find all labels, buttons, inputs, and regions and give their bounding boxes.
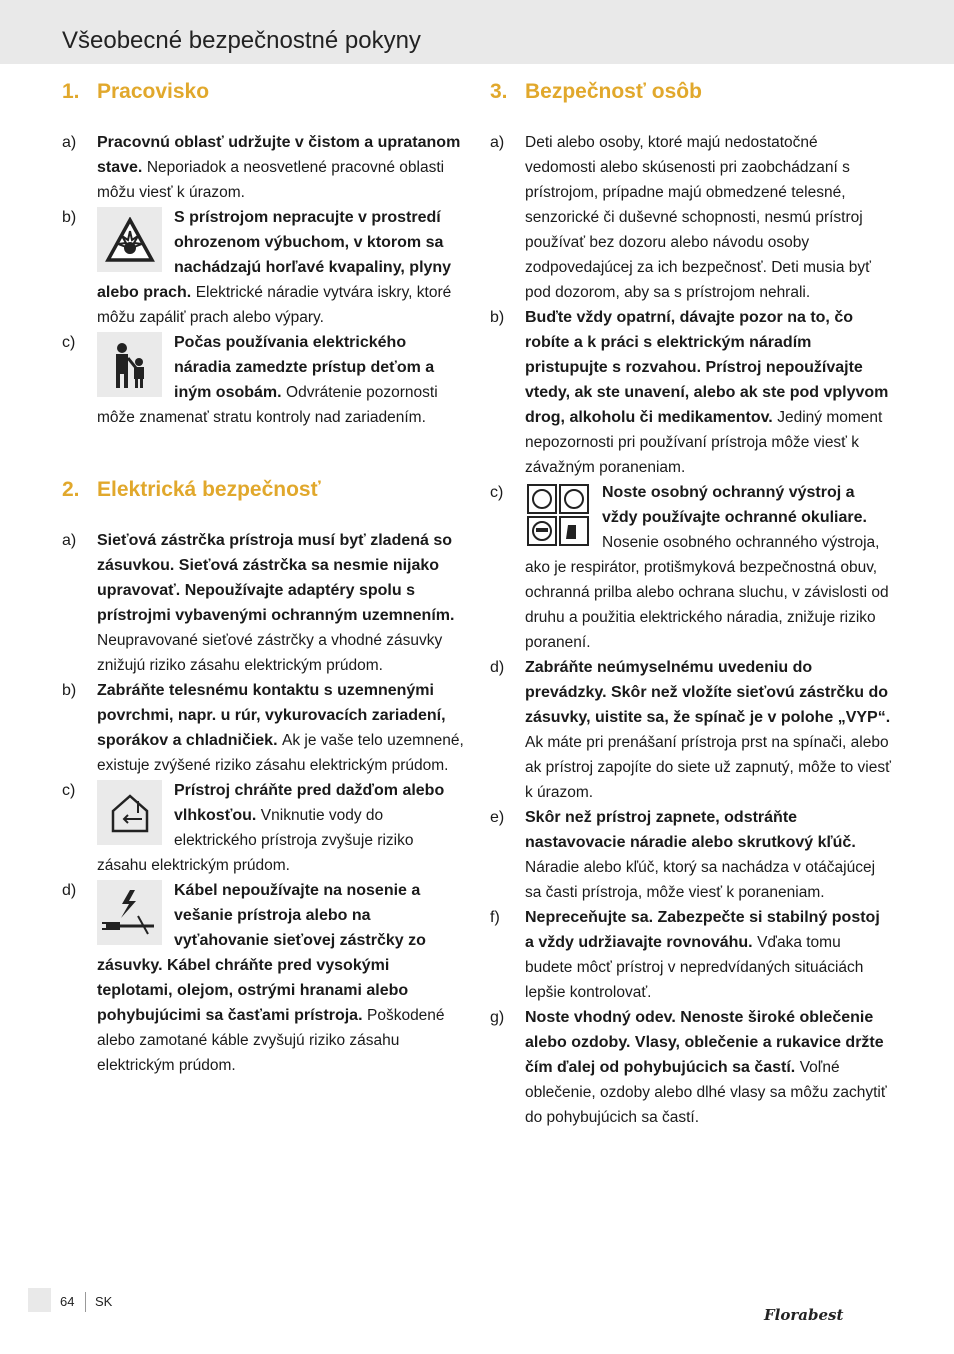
list-item: c) Noste osobný ochranný výstroj a vždy používajte ochranné okuliare. Nosenie osobného ochranného výstroja, ako je respirátor, protišmyková bezpečnostná obuv, ochranná prilba alebo ochrana sluchu, v závislosti od druhu a použitia elektrického náradia, znižuje riziko poranení.: [490, 484, 889, 651]
keep-children-away-icon: [97, 332, 162, 397]
left-column: [62, 80, 464, 1078]
language-code: SK: [95, 1294, 113, 1309]
list-item: a) Pracovnú oblasť udržujte v čistom a upratanom stave. Neporiadok a neosvetlené pracovné oblasti môžu viesť k úrazom.: [62, 134, 461, 201]
page-number: 64: [60, 1294, 75, 1309]
list-item: b) Zabráňte telesnému kontaktu s uzemnenými povrchmi, napr. u rúr, vykurovacích zariadení, sporákov a chladničiek. Ak je vaše telo uzemnené, existuje zvýšené riziko zásahu elektrickým prúdom.: [62, 682, 464, 774]
unplug-cable-icon: [97, 880, 162, 945]
brand-logo: Florabest: [764, 1306, 844, 1324]
indoor-use-only-icon: [97, 780, 162, 845]
list-item: c) Prístroj chráňte pred dažďom alebo vlhkosťou. Vniknutie vody do elektrického prístroja zvyšuje riziko zásahu elektrickým prúdom.: [62, 782, 445, 874]
protective-equipment-icon: [525, 482, 590, 547]
list-item: b) S prístrojom nepracujte v prostredí ohrozenom výbuchom, v ktorom sa nachádzajú horľavé kvapaliny, plyny alebo prach. Elektrické náradie vytvára iskry, ktoré môžu zapáliť prach alebo výpary.: [62, 209, 452, 326]
list-item: f) Nepreceňujte sa. Zabezpečte si stabilný postoj a vždy udržiavajte rovnováhu. Vďaka tomu budete môcť prístroj v nepredvídaných situáciách lepšie kontrolovať.: [490, 909, 880, 1001]
footer-divider: [85, 1292, 86, 1312]
right-column: [490, 80, 892, 1130]
list-item: a) Deti alebo osoby, ktoré majú nedostatočné vedomosti alebo skúsenosti pri zaobchádzaní s prístrojom, prípadne majú obmedzené telesné, senzorické či duševné schopnosti, nesmú prístroj používať bez dozoru alebo návodu osoby zodpovedajúcej za ich bezpečnosť. Deti musia byť pod dozorom, aby sa s prístrojom nehrali.: [490, 134, 871, 301]
list-item: e) Skôr než prístroj zapnete, odstráňte nastavovacie náradie alebo skrutkový kľúč. Náradie alebo kľúč, ktorý sa nachádza v otáčajúcej sa časti prístroja, môže viesť k poraneniam.: [490, 809, 876, 901]
list-item: d) Zabráňte neúmyselnému uvedeniu do prevádzky. Skôr než vložíte sieťovú zástrčku do zásuvky, uistite sa, že spínač je v polohe „VYP“. Ak máte pri prenášaní prístroja prst na spínači, alebo ak prístroj zapojíte do siete už zapnutý, môže to viesť k úrazom.: [490, 659, 891, 801]
list-item: c) Počas používania elektrického náradia zamedzte prístup deťom a iným osobám. Odvrátenie pozornosti môže znamenať stratu kontroly nad zariadením.: [62, 334, 438, 426]
footer-marker: [28, 1288, 51, 1312]
list-item: g) Noste vhodný odev. Nenoste široké oblečenie alebo ozdoby. Vlasy, oblečenie a rukavice držte čím ďalej od pohybujúcich sa častí. Voľné oblečenie, ozdoby alebo dlhé vlasy sa môžu zachytiť do pohybujúcich sa častí.: [490, 1009, 887, 1126]
list-item: d) Kábel nepoužívajte na nosenie a vešanie prístroja alebo na vyťahovanie sieťovej zástrčky zo zásuvky. Kábel chráňte pred vysokými teplotami, olejom, ostrými hranami alebo pohybujúcimi sa časťami prístroja. Poškodené alebo zamotané káble zvyšujú riziko zásahu elektrickým prúdom.: [62, 882, 445, 1074]
page-title: Všeobecné bezpečnostné pokyny: [62, 27, 421, 54]
list-item: a) Sieťová zástrčka prístroja musí byť zladená so zásuvkou. Sieťová zástrčka sa nesmie nijako upravovať. Nepoužívajte adaptéry spolu s prístrojmi vybavenými ochranným uzemnením. Neupravované sieťové zástrčky a vhodné zásuvky znižujú riziko zásahu elektrickým prúdom.: [62, 532, 455, 674]
section-heading: 2. Elektrická bezpečnosť: [62, 478, 321, 501]
section-heading: 3. Bezpečnosť osôb: [490, 80, 702, 103]
page-header: [0, 0, 954, 64]
list-item: b) Buďte vždy opatrní, dávajte pozor na to, čo robíte a k práci s elektrickým náradím pristupujte s rozvahou. Prístroj nepoužívajte vtedy, ak ste unavení, alebo ak ste pod vplyvom drog, alkoholu či medikamentov. Jediný moment nepozornosti pri používaní prístroja môže viesť k závažným poraneniam.: [490, 309, 889, 476]
section-heading: 1. Pracovisko: [62, 80, 210, 103]
explosion-warning-icon: [97, 207, 162, 272]
